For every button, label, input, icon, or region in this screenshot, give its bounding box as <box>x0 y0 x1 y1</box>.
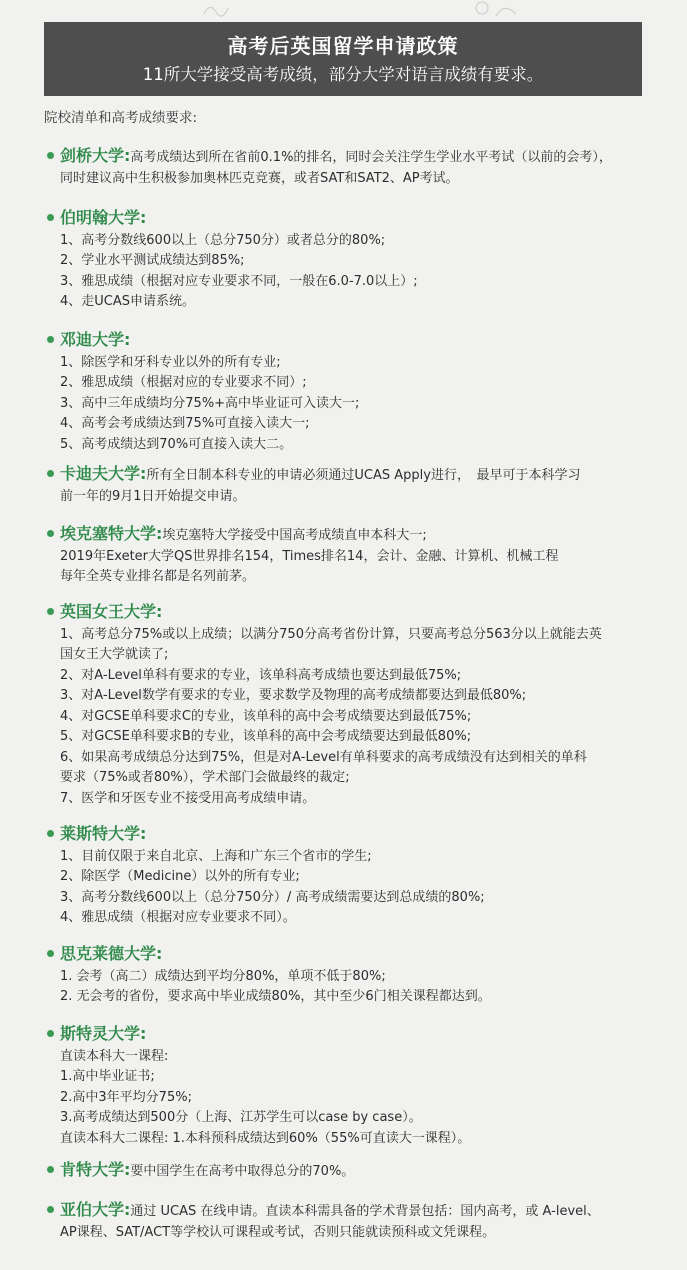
requirement-line: 4、雅思成绩（根据对应专业要求不同）。 <box>60 910 296 925</box>
requirement-line: 4、对GCSE单科要求C的专业，该单科的高中会考成绩要达到最低75%; <box>60 708 472 724</box>
university-inline-text: 通过 UCAS 在线申请。直读本科需具备的学术背景包括：国内高考，或 A-level、 <box>130 1204 600 1219</box>
requirement-line: 要求（75%或者80%），学术部门会做最终的裁定; <box>60 770 350 785</box>
requirement-line: 3、对A-Level数学有要求的专业，要求数学及物理的高考成绩都要达到最低80%; <box>60 688 527 703</box>
university-section <box>60 944 660 1008</box>
requirement-line: 3、雅思成绩（根据对应专业要求不同，一般在6.0-7.0以上）; <box>60 273 418 289</box>
requirement-line: 1、高考分数线600以上（总分750分）或者总分的80%; <box>60 232 386 248</box>
bullet-icon <box>47 530 54 537</box>
university-name: 思克莱德大学: <box>60 944 163 963</box>
bullet-icon <box>47 152 54 159</box>
requirement-line: AP课程、SAT/ACT等学校认可课程或考试，否则只能就读预科或文凭课程。 <box>60 1224 496 1240</box>
requirement-line: 2.高中3年平均分75%; <box>60 1089 192 1105</box>
bullet-icon <box>47 830 54 837</box>
requirement-line: 前一年的9月1日开始提交申请。 <box>60 488 246 504</box>
university-name: 伯明翰大学: <box>60 208 147 227</box>
university-inline-text: 高考成绩达到所在省前0.1%的排名，同时会关注学生学业水平考试（以前的会考）， <box>130 150 612 165</box>
requirement-line: 2、雅思成绩（根据对应的专业要求不同）; <box>60 375 307 390</box>
requirement-line: 3、高考分数线600以上（总分750分）/ 高考成绩需要达到总成绩的80%; <box>60 889 485 905</box>
requirement-line: 1. 会考（高二）成绩达到平均分80%，单项不低于80%; <box>60 968 386 984</box>
requirement-line: 1、高考总分75%或以上成绩；以满分750分高考省份计算，只要高考总分563分以上就能去英 <box>60 626 602 642</box>
requirement-line: 2、对A-Level单科有要求的专业，该单科高考成绩也要达到最低75%; <box>60 667 462 683</box>
page-title: 高考后英国留学申请政策 <box>227 34 459 58</box>
university-name: 亚伯大学: <box>60 1200 131 1219</box>
bullet-icon <box>47 950 54 957</box>
requirement-line: 2. 无会考的省份，要求高中毕业成绩80%，其中至少6门相关课程都达到。 <box>60 989 491 1004</box>
university-inline-text: 埃克塞特大学接受中国高考成绩直申本科大一; <box>162 528 427 543</box>
university-name: 肯特大学: <box>60 1160 131 1179</box>
university-section <box>60 602 660 809</box>
university-section <box>60 1024 660 1149</box>
requirement-line: 5、对GCSE单科要求B的专业，该单科的高中会考成绩要达到最低80%; <box>60 729 472 744</box>
university-name: 莱斯特大学: <box>60 824 147 843</box>
university-name: 邓迪大学: <box>60 330 131 349</box>
page-subtitle: 11所大学接受高考成绩，部分大学对语言成绩有要求。 <box>142 65 544 84</box>
university-section <box>60 1160 660 1183</box>
university-section <box>60 208 660 313</box>
requirement-line: 2、学业水平测试成绩达到85%; <box>60 253 245 268</box>
university-name: 卡迪夫大学: <box>60 464 147 483</box>
requirement-line: 3.高考成绩达到500分（上海、江苏学生可以case by case）。 <box>60 1110 422 1125</box>
bullet-icon <box>47 214 54 221</box>
requirement-line: 3、高中三年成绩均分75%+高中毕业证可入读大一; <box>60 395 360 411</box>
university-section <box>60 1200 660 1243</box>
bullet-icon <box>47 336 54 343</box>
requirement-line: 7、医学和牙医专业不接受用高考成绩申请。 <box>60 790 316 806</box>
requirement-line: 每年全英专业排名都是名列前茅。 <box>60 569 256 584</box>
intro-text: 院校清单和高考成绩要求: <box>44 110 198 126</box>
university-name: 埃克塞特大学: <box>60 524 163 543</box>
requirement-line: 直读本科大一课程: <box>60 1048 169 1064</box>
university-name: 剑桥大学: <box>60 146 131 165</box>
requirement-line: 4、走UCAS申请系统。 <box>60 294 196 309</box>
requirement-line: 1.高中毕业证书; <box>60 1069 155 1084</box>
university-section <box>60 824 660 929</box>
requirement-line: 2、除医学（Medicine）以外的所有专业; <box>60 869 300 884</box>
university-name: 英国女王大学: <box>60 602 163 621</box>
bullet-icon <box>47 608 54 615</box>
requirement-line: 国女王大学就读了; <box>60 647 169 662</box>
university-inline-text: 要中国学生在高考中取得总分的70%。 <box>130 1164 355 1179</box>
requirement-line: 5、高考成绩达到70%可直接入读大二。 <box>60 436 293 452</box>
university-section <box>60 146 660 189</box>
requirement-line: 4、高考会考成绩达到75%可直接入读大一; <box>60 416 310 431</box>
requirement-line: 直读本科大二课程: 1.本科预科成绩达到60%（55%可直读大一课程）。 <box>60 1130 471 1146</box>
requirement-line: 6、如果高考成绩总分达到75%，但是对A-Level有单科要求的高考成绩没有达到相关的单科 <box>60 749 587 765</box>
university-section <box>60 330 660 455</box>
university-section <box>60 524 660 588</box>
bullet-icon <box>47 1166 54 1173</box>
requirement-line: 1、除医学和牙科专业以外的所有专业; <box>60 354 281 370</box>
requirement-line: 2019年Exeter大学QS世界排名154，Times排名14，会计、金融、计算机、机械工程 <box>60 548 559 564</box>
bullet-icon <box>47 1030 54 1037</box>
requirement-line: 同时建议高中生积极参加奥林匹克竞赛，或者SAT和SAT2、AP考试。 <box>60 170 459 186</box>
university-name: 斯特灵大学: <box>60 1024 147 1043</box>
bullet-icon <box>47 470 54 477</box>
bullet-icon <box>47 1206 54 1213</box>
university-section <box>60 464 660 507</box>
university-inline-text: 所有全日制本科专业的申请必须通过UCAS Apply进行， 最早可于本科学习 <box>146 468 581 483</box>
requirement-line: 1、目前仅限于来自北京、上海和广东三个省市的学生; <box>60 848 372 864</box>
